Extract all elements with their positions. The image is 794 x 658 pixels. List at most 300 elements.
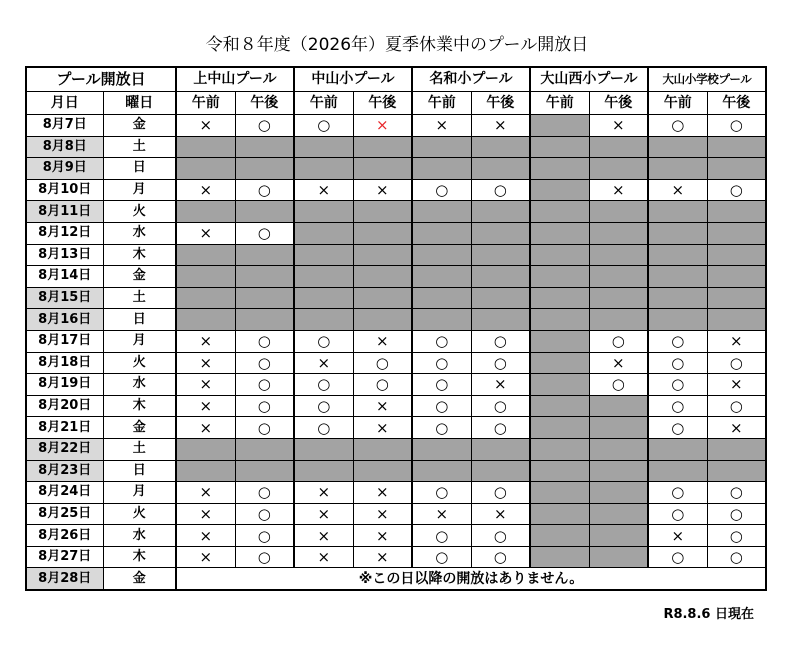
open-mark: ○ bbox=[235, 222, 294, 244]
date-cell: 8月23日 bbox=[26, 460, 103, 482]
open-mark: ○ bbox=[707, 115, 766, 137]
closed-slot-cell bbox=[176, 244, 235, 266]
open-mark: ○ bbox=[294, 115, 353, 137]
closed-slot-cell bbox=[530, 482, 589, 504]
closed-slot-cell bbox=[471, 460, 530, 482]
date-cell: 8月27日 bbox=[26, 546, 103, 568]
closed-slot-cell bbox=[589, 244, 648, 266]
date-cell: 8月26日 bbox=[26, 525, 103, 547]
closed-slot-cell bbox=[412, 158, 471, 180]
closed-slot-cell bbox=[589, 460, 648, 482]
closed-slot-cell bbox=[589, 266, 648, 288]
closed-slot-cell bbox=[648, 287, 707, 309]
closed-slot-cell bbox=[471, 158, 530, 180]
date-cell: 8月21日 bbox=[26, 417, 103, 439]
closed-mark-red: × bbox=[353, 115, 412, 137]
closed-mark: × bbox=[294, 525, 353, 547]
open-mark: ○ bbox=[353, 374, 412, 396]
closed-slot-cell bbox=[589, 309, 648, 331]
open-mark: ○ bbox=[235, 417, 294, 439]
closed-slot-cell bbox=[530, 201, 589, 223]
closed-slot-cell bbox=[589, 503, 648, 525]
closed-slot-cell bbox=[530, 115, 589, 137]
closed-slot-cell bbox=[353, 244, 412, 266]
closed-slot-cell bbox=[589, 222, 648, 244]
date-cell: 8月12日 bbox=[26, 222, 103, 244]
open-mark: ○ bbox=[471, 352, 530, 374]
am-header: 午前 bbox=[530, 91, 589, 115]
closed-mark: × bbox=[589, 115, 648, 137]
weekday-cell: 金 bbox=[103, 115, 176, 137]
closed-slot-cell bbox=[707, 438, 766, 460]
closed-slot-cell bbox=[353, 309, 412, 331]
closed-slot-cell bbox=[353, 158, 412, 180]
open-mark: ○ bbox=[648, 330, 707, 352]
closed-slot-cell bbox=[176, 287, 235, 309]
open-mark: ○ bbox=[412, 330, 471, 352]
pool-header-kaminakayama: 上中山プール bbox=[176, 67, 294, 91]
open-mark: ○ bbox=[412, 546, 471, 568]
closed-slot-cell bbox=[412, 222, 471, 244]
schedule-row bbox=[26, 158, 766, 180]
open-mark: ○ bbox=[648, 395, 707, 417]
closed-slot-cell bbox=[707, 460, 766, 482]
am-header: 午前 bbox=[176, 91, 235, 115]
schedule-row bbox=[26, 287, 766, 309]
open-mark: ○ bbox=[412, 352, 471, 374]
closed-mark: × bbox=[353, 330, 412, 352]
closed-slot-cell bbox=[530, 438, 589, 460]
open-mark: ○ bbox=[589, 330, 648, 352]
closed-slot-cell bbox=[648, 309, 707, 331]
open-mark: ○ bbox=[412, 417, 471, 439]
pm-header: 午後 bbox=[471, 91, 530, 115]
closed-mark: × bbox=[707, 330, 766, 352]
weekday-cell: 木 bbox=[103, 546, 176, 568]
closed-slot-cell bbox=[235, 309, 294, 331]
closed-mark: × bbox=[471, 374, 530, 396]
open-mark: ○ bbox=[648, 546, 707, 568]
open-mark: ○ bbox=[471, 482, 530, 504]
open-mark: ○ bbox=[648, 374, 707, 396]
closed-slot-cell bbox=[707, 244, 766, 266]
pm-header: 午後 bbox=[589, 91, 648, 115]
closed-slot-cell bbox=[648, 460, 707, 482]
weekday-cell: 月 bbox=[103, 482, 176, 504]
closed-slot-cell bbox=[589, 201, 648, 223]
closed-mark: × bbox=[176, 395, 235, 417]
closed-mark: × bbox=[353, 525, 412, 547]
schedule-row bbox=[26, 460, 766, 482]
weekday-cell: 日 bbox=[103, 158, 176, 180]
open-mark: ○ bbox=[648, 352, 707, 374]
pool-schedule-table bbox=[25, 66, 767, 591]
closed-slot-cell bbox=[471, 222, 530, 244]
pool-header-daisen-nishi-sho: 大山西小プール bbox=[530, 67, 648, 91]
date-cell: 8月25日 bbox=[26, 503, 103, 525]
closed-mark: × bbox=[648, 525, 707, 547]
date-cell: 8月8日 bbox=[26, 136, 103, 158]
closed-slot-cell bbox=[648, 244, 707, 266]
open-mark: ○ bbox=[412, 374, 471, 396]
corner-label: プール開放日 bbox=[26, 67, 176, 91]
open-mark: ○ bbox=[412, 525, 471, 547]
closed-slot-cell bbox=[176, 309, 235, 331]
weekday-cell: 金 bbox=[103, 568, 176, 590]
header-row-pools bbox=[26, 67, 766, 91]
open-mark: ○ bbox=[235, 179, 294, 201]
closed-slot-cell bbox=[353, 287, 412, 309]
date-cell: 8月19日 bbox=[26, 374, 103, 396]
schedule-row bbox=[26, 330, 766, 352]
closed-slot-cell bbox=[471, 309, 530, 331]
date-cell: 8月14日 bbox=[26, 266, 103, 288]
closed-slot-cell bbox=[294, 287, 353, 309]
schedule-row bbox=[26, 482, 766, 504]
closed-slot-cell bbox=[530, 330, 589, 352]
closed-mark: × bbox=[589, 179, 648, 201]
weekday-cell: 水 bbox=[103, 525, 176, 547]
closed-slot-cell bbox=[530, 179, 589, 201]
weekday-cell: 火 bbox=[103, 201, 176, 223]
open-mark: ○ bbox=[412, 395, 471, 417]
closed-slot-cell bbox=[589, 482, 648, 504]
open-mark: ○ bbox=[471, 179, 530, 201]
closed-slot-cell bbox=[707, 136, 766, 158]
closed-slot-cell bbox=[176, 266, 235, 288]
open-mark: ○ bbox=[648, 503, 707, 525]
closed-mark: × bbox=[294, 503, 353, 525]
weekday-cell: 金 bbox=[103, 417, 176, 439]
closed-slot-cell bbox=[294, 136, 353, 158]
closed-mark: × bbox=[471, 503, 530, 525]
closed-slot-cell bbox=[412, 201, 471, 223]
closed-slot-cell bbox=[707, 201, 766, 223]
date-cell: 8月7日 bbox=[26, 115, 103, 137]
weekday-cell: 木 bbox=[103, 395, 176, 417]
date-cell: 8月20日 bbox=[26, 395, 103, 417]
closed-mark: × bbox=[294, 179, 353, 201]
closed-mark: × bbox=[176, 417, 235, 439]
closed-mark: × bbox=[353, 417, 412, 439]
closed-slot-cell bbox=[589, 525, 648, 547]
closed-slot-cell bbox=[589, 395, 648, 417]
weekday-cell: 水 bbox=[103, 374, 176, 396]
closed-mark: × bbox=[648, 179, 707, 201]
date-cell: 8月10日 bbox=[26, 179, 103, 201]
schedule-row bbox=[26, 352, 766, 374]
closed-mark: × bbox=[353, 395, 412, 417]
open-mark: ○ bbox=[353, 352, 412, 374]
closed-slot-cell bbox=[235, 244, 294, 266]
pm-header: 午後 bbox=[707, 91, 766, 115]
closed-slot-cell bbox=[707, 266, 766, 288]
closed-mark: × bbox=[176, 482, 235, 504]
closed-slot-cell bbox=[589, 417, 648, 439]
closed-slot-cell bbox=[471, 136, 530, 158]
pm-header: 午後 bbox=[353, 91, 412, 115]
schedule-row bbox=[26, 417, 766, 439]
open-mark: ○ bbox=[294, 395, 353, 417]
open-mark: ○ bbox=[235, 352, 294, 374]
closed-slot-cell bbox=[589, 546, 648, 568]
open-mark: ○ bbox=[471, 395, 530, 417]
closed-slot-cell bbox=[176, 438, 235, 460]
date-cell: 8月11日 bbox=[26, 201, 103, 223]
closed-mark: × bbox=[294, 546, 353, 568]
am-header: 午前 bbox=[294, 91, 353, 115]
closed-mark: × bbox=[176, 330, 235, 352]
open-mark: ○ bbox=[235, 395, 294, 417]
open-mark: ○ bbox=[471, 525, 530, 547]
weekday-cell: 火 bbox=[103, 352, 176, 374]
closed-slot-cell bbox=[530, 395, 589, 417]
open-mark: ○ bbox=[707, 179, 766, 201]
closed-slot-cell bbox=[294, 460, 353, 482]
closed-slot-cell bbox=[589, 136, 648, 158]
schedule-row bbox=[26, 222, 766, 244]
closed-slot-cell bbox=[412, 266, 471, 288]
closed-slot-cell bbox=[471, 244, 530, 266]
date-cell: 8月13日 bbox=[26, 244, 103, 266]
closed-slot-cell bbox=[589, 158, 648, 180]
schedule-row bbox=[26, 374, 766, 396]
closed-slot-cell bbox=[294, 222, 353, 244]
open-mark: ○ bbox=[707, 546, 766, 568]
open-mark: ○ bbox=[707, 503, 766, 525]
closed-slot-cell bbox=[648, 158, 707, 180]
open-mark: ○ bbox=[235, 330, 294, 352]
open-mark: ○ bbox=[294, 330, 353, 352]
open-mark: ○ bbox=[235, 482, 294, 504]
date-cell: 8月24日 bbox=[26, 482, 103, 504]
weekday-cell: 金 bbox=[103, 266, 176, 288]
open-mark: ○ bbox=[235, 503, 294, 525]
closed-slot-cell bbox=[530, 546, 589, 568]
closed-slot-cell bbox=[530, 222, 589, 244]
closed-slot-cell bbox=[235, 438, 294, 460]
date-cell: 8月16日 bbox=[26, 309, 103, 331]
date-cell: 8月22日 bbox=[26, 438, 103, 460]
no-more-openings-note: ※この日以降の開放はありません。 bbox=[176, 568, 766, 590]
open-mark: ○ bbox=[648, 115, 707, 137]
closed-slot-cell bbox=[294, 309, 353, 331]
closed-slot-cell bbox=[530, 525, 589, 547]
weekday-cell: 月 bbox=[103, 330, 176, 352]
closed-slot-cell bbox=[648, 201, 707, 223]
closed-mark: × bbox=[471, 115, 530, 137]
closed-slot-cell bbox=[176, 158, 235, 180]
open-mark: ○ bbox=[471, 330, 530, 352]
closed-mark: × bbox=[294, 352, 353, 374]
schedule-row bbox=[26, 179, 766, 201]
closed-slot-cell bbox=[707, 287, 766, 309]
closed-slot-cell bbox=[353, 136, 412, 158]
pool-header-daisen-shogakko: 大山小学校プール bbox=[648, 67, 766, 91]
date-cell: 8月17日 bbox=[26, 330, 103, 352]
closed-slot-cell bbox=[294, 266, 353, 288]
pm-header: 午後 bbox=[235, 91, 294, 115]
pool-header-nawa-sho: 名和小プール bbox=[412, 67, 530, 91]
schedule-row bbox=[26, 546, 766, 568]
header-row-sessions bbox=[26, 91, 766, 115]
weekday-cell: 火 bbox=[103, 503, 176, 525]
closed-slot-cell bbox=[530, 266, 589, 288]
am-header: 午前 bbox=[412, 91, 471, 115]
closed-slot-cell bbox=[235, 266, 294, 288]
closed-slot-cell bbox=[530, 374, 589, 396]
weekday-cell: 日 bbox=[103, 460, 176, 482]
schedule-row bbox=[26, 438, 766, 460]
date-cell: 8月9日 bbox=[26, 158, 103, 180]
closed-mark: × bbox=[589, 352, 648, 374]
closed-mark: × bbox=[294, 482, 353, 504]
closed-slot-cell bbox=[235, 460, 294, 482]
open-mark: ○ bbox=[412, 482, 471, 504]
as-of-date: R8.8.6 日現在 bbox=[663, 607, 754, 622]
closed-mark: × bbox=[176, 352, 235, 374]
schedule-row bbox=[26, 309, 766, 331]
closed-slot-cell bbox=[530, 136, 589, 158]
open-mark: ○ bbox=[648, 482, 707, 504]
open-mark: ○ bbox=[707, 525, 766, 547]
open-mark: ○ bbox=[589, 374, 648, 396]
closed-mark: × bbox=[176, 546, 235, 568]
closed-slot-cell bbox=[176, 460, 235, 482]
closed-slot-cell bbox=[353, 222, 412, 244]
closed-slot-cell bbox=[707, 222, 766, 244]
open-mark: ○ bbox=[471, 417, 530, 439]
closed-slot-cell bbox=[648, 222, 707, 244]
open-mark: ○ bbox=[294, 374, 353, 396]
open-mark: ○ bbox=[707, 482, 766, 504]
weekday-cell: 土 bbox=[103, 438, 176, 460]
closed-mark: × bbox=[176, 179, 235, 201]
closed-mark: × bbox=[176, 525, 235, 547]
weekday-cell: 木 bbox=[103, 244, 176, 266]
closed-slot-cell bbox=[589, 438, 648, 460]
closed-mark: × bbox=[176, 503, 235, 525]
date-cell: 8月18日 bbox=[26, 352, 103, 374]
closed-slot-cell bbox=[235, 158, 294, 180]
weekday-cell: 日 bbox=[103, 309, 176, 331]
closed-slot-cell bbox=[353, 266, 412, 288]
closed-slot-cell bbox=[294, 201, 353, 223]
closed-slot-cell bbox=[530, 244, 589, 266]
closed-slot-cell bbox=[412, 460, 471, 482]
closed-slot-cell bbox=[353, 460, 412, 482]
closed-slot-cell bbox=[235, 201, 294, 223]
schedule-row bbox=[26, 525, 766, 547]
date-cell: 8月15日 bbox=[26, 287, 103, 309]
open-mark: ○ bbox=[412, 179, 471, 201]
schedule-row bbox=[26, 503, 766, 525]
open-mark: ○ bbox=[235, 374, 294, 396]
schedule-row bbox=[26, 395, 766, 417]
closed-mark: × bbox=[176, 115, 235, 137]
pool-header-nakayama-sho: 中山小プール bbox=[294, 67, 412, 91]
closed-slot-cell bbox=[471, 201, 530, 223]
open-mark: ○ bbox=[707, 395, 766, 417]
closed-slot-cell bbox=[530, 287, 589, 309]
closed-slot-cell bbox=[412, 309, 471, 331]
date-cell: 8月28日 bbox=[26, 568, 103, 590]
closed-mark: × bbox=[176, 374, 235, 396]
closed-slot-cell bbox=[471, 287, 530, 309]
closed-slot-cell bbox=[530, 417, 589, 439]
closed-slot-cell bbox=[589, 287, 648, 309]
closed-slot-cell bbox=[294, 158, 353, 180]
closed-slot-cell bbox=[412, 136, 471, 158]
open-mark: ○ bbox=[648, 417, 707, 439]
closed-slot-cell bbox=[707, 158, 766, 180]
closed-slot-cell bbox=[412, 287, 471, 309]
closed-slot-cell bbox=[235, 287, 294, 309]
schedule-row bbox=[26, 201, 766, 223]
closed-slot-cell bbox=[471, 266, 530, 288]
schedule-row bbox=[26, 266, 766, 288]
closed-slot-cell bbox=[648, 136, 707, 158]
open-mark: ○ bbox=[235, 525, 294, 547]
closed-mark: × bbox=[707, 417, 766, 439]
weekday-cell: 土 bbox=[103, 287, 176, 309]
closed-slot-cell bbox=[530, 158, 589, 180]
weekday-cell: 月 bbox=[103, 179, 176, 201]
closed-slot-cell bbox=[648, 438, 707, 460]
closed-slot-cell bbox=[530, 352, 589, 374]
closed-slot-cell bbox=[648, 266, 707, 288]
closed-slot-cell bbox=[176, 201, 235, 223]
open-mark: ○ bbox=[471, 546, 530, 568]
date-column-header: 月日 bbox=[26, 91, 103, 115]
closed-slot-cell bbox=[176, 136, 235, 158]
open-mark: ○ bbox=[707, 352, 766, 374]
closed-slot-cell bbox=[530, 309, 589, 331]
closed-slot-cell bbox=[707, 309, 766, 331]
closed-slot-cell bbox=[235, 136, 294, 158]
closed-mark: × bbox=[707, 374, 766, 396]
closed-mark: × bbox=[176, 222, 235, 244]
closed-mark: × bbox=[353, 179, 412, 201]
schedule-row-final bbox=[26, 568, 766, 590]
day-column-header: 曜日 bbox=[103, 91, 176, 115]
closed-slot-cell bbox=[353, 438, 412, 460]
document-title: 令和８年度（2026年）夏季休業中のプール開放日 bbox=[205, 35, 589, 55]
weekday-cell: 土 bbox=[103, 136, 176, 158]
closed-slot-cell bbox=[471, 438, 530, 460]
closed-slot-cell bbox=[294, 438, 353, 460]
closed-mark: × bbox=[353, 482, 412, 504]
open-mark: ○ bbox=[294, 417, 353, 439]
closed-mark: × bbox=[353, 503, 412, 525]
weekday-cell: 水 bbox=[103, 222, 176, 244]
open-mark: ○ bbox=[235, 546, 294, 568]
closed-slot-cell bbox=[353, 201, 412, 223]
closed-slot-cell bbox=[412, 244, 471, 266]
closed-slot-cell bbox=[294, 244, 353, 266]
closed-mark: × bbox=[353, 546, 412, 568]
schedule-row bbox=[26, 115, 766, 137]
closed-slot-cell bbox=[530, 503, 589, 525]
closed-slot-cell bbox=[530, 460, 589, 482]
closed-slot-cell bbox=[412, 438, 471, 460]
closed-mark: × bbox=[412, 503, 471, 525]
schedule-row bbox=[26, 136, 766, 158]
closed-mark: × bbox=[412, 115, 471, 137]
am-header: 午前 bbox=[648, 91, 707, 115]
schedule-row bbox=[26, 244, 766, 266]
open-mark: ○ bbox=[235, 115, 294, 137]
